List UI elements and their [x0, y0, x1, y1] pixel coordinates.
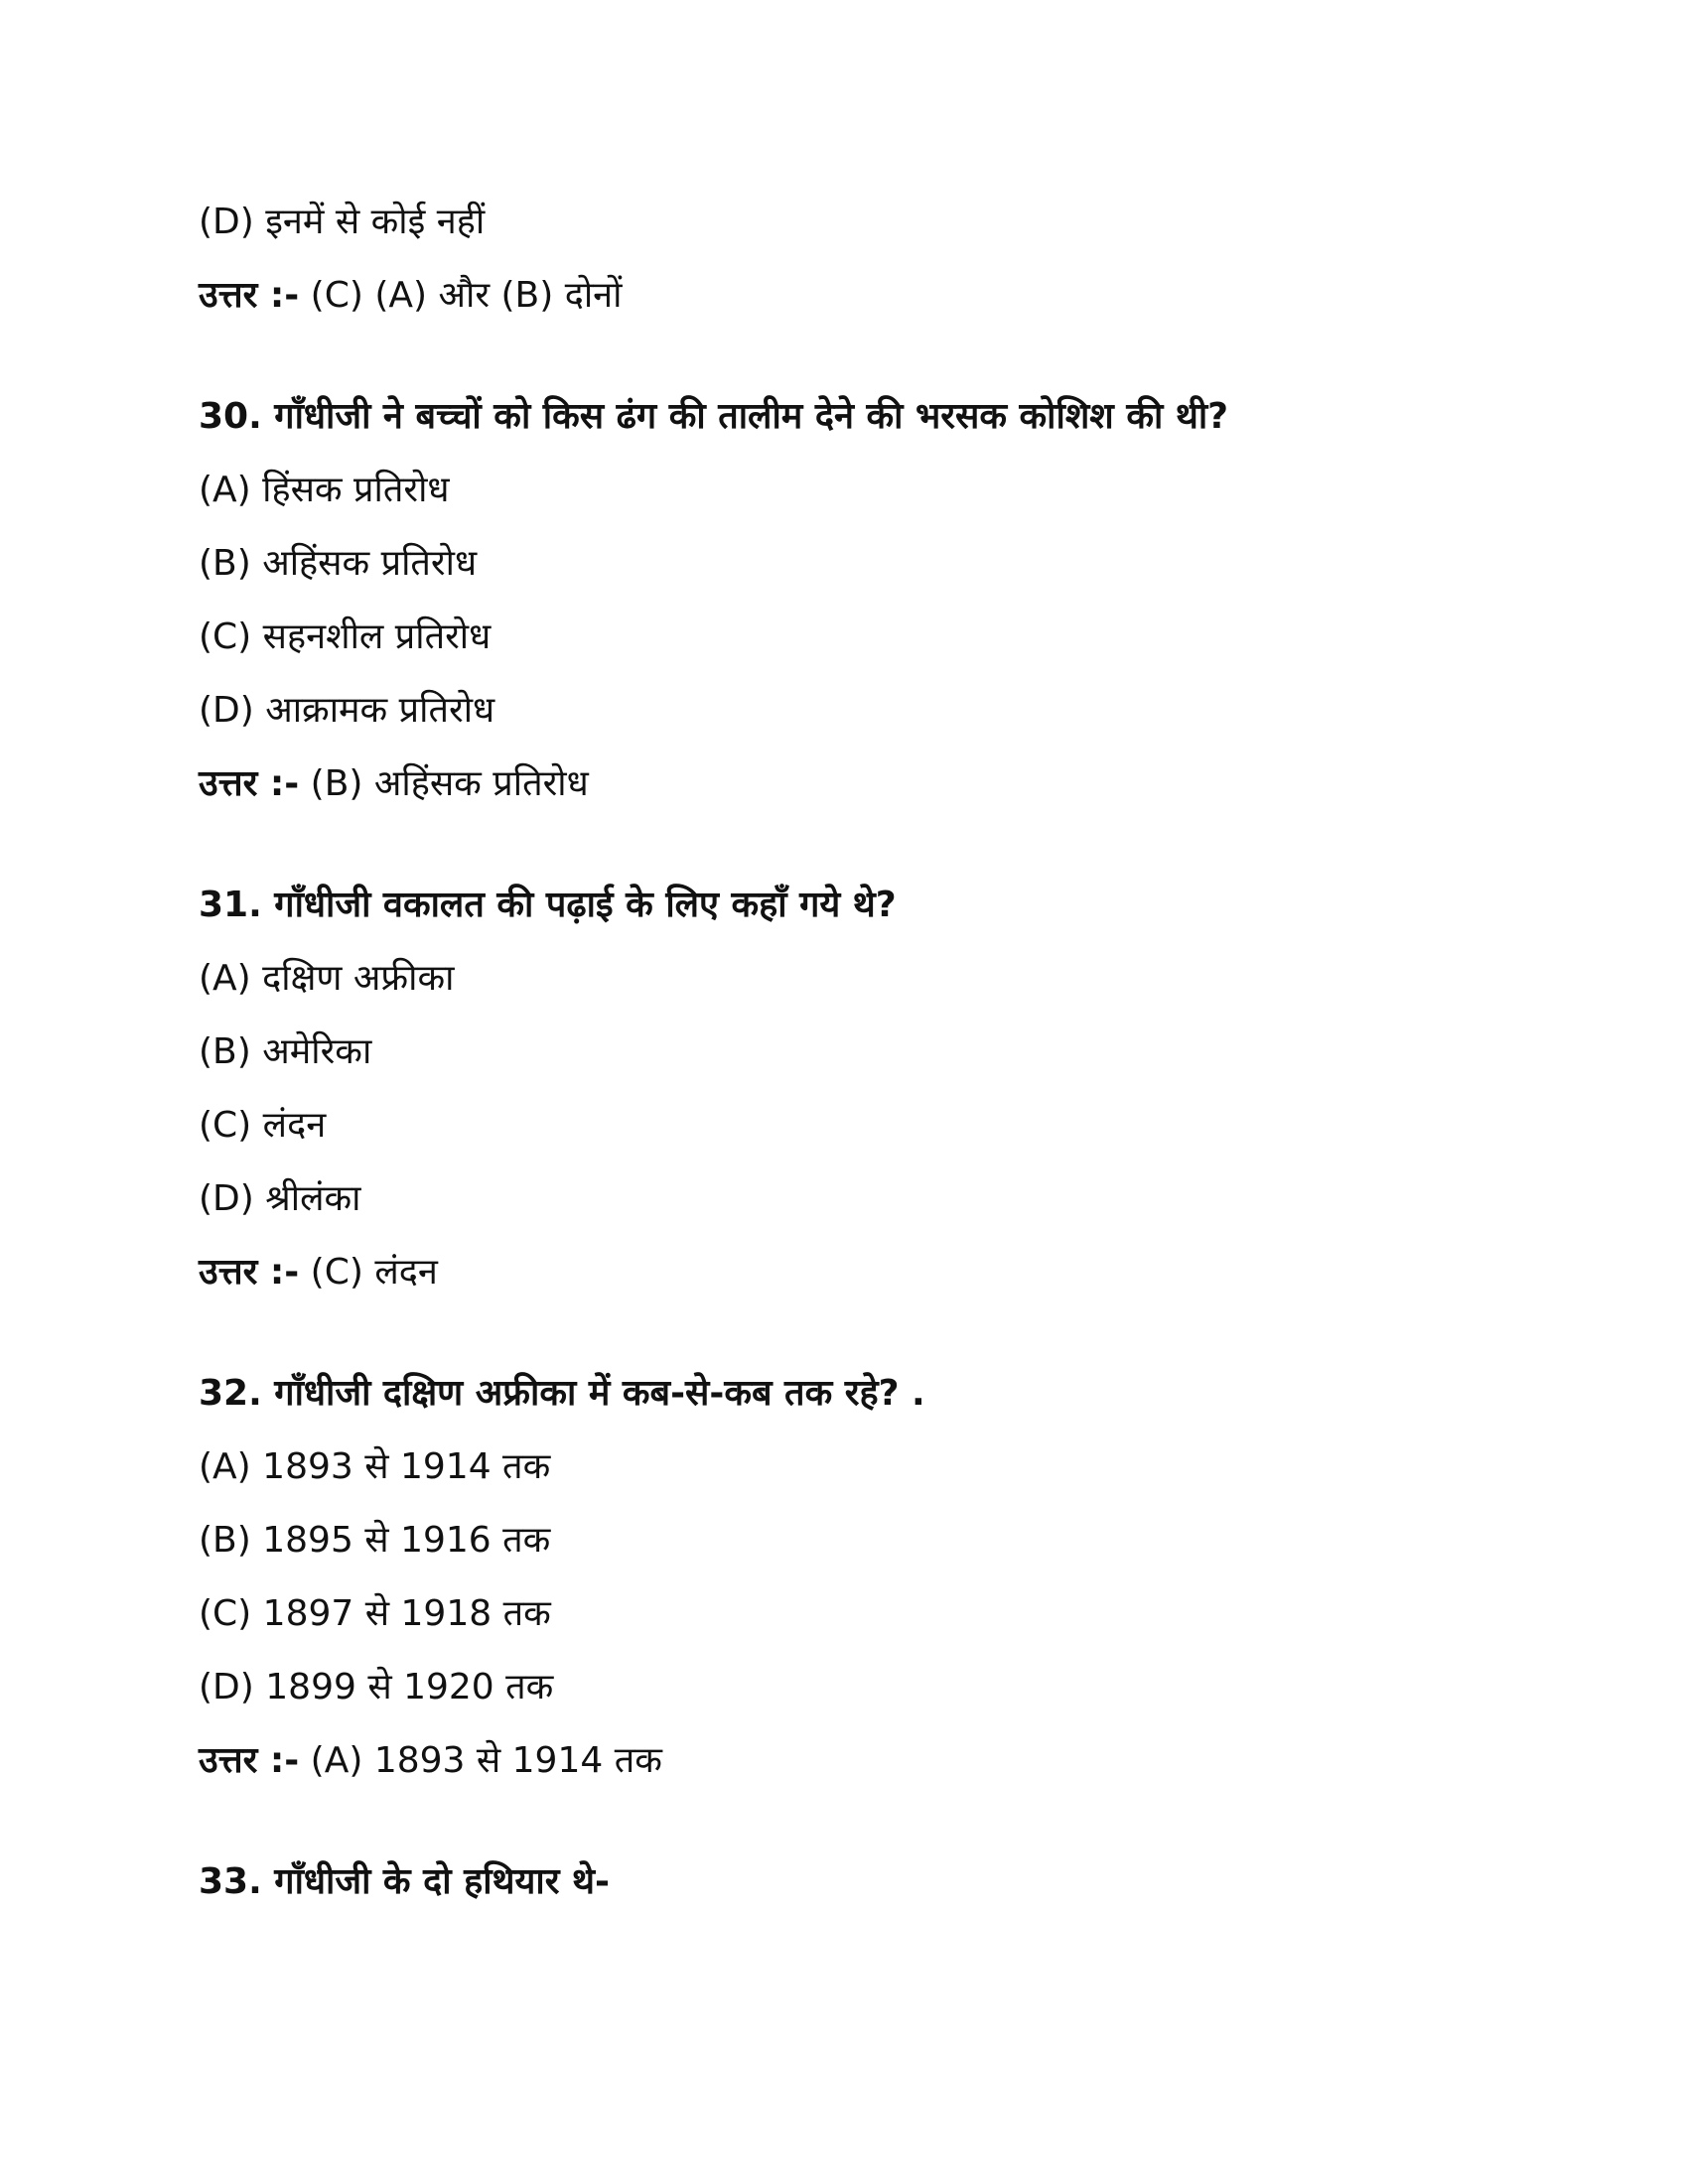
q30-answer [199, 760, 589, 808]
q31-option-a: (A) दक्षिण अफ्रीका [199, 958, 455, 999]
q30-option-c: (C) सहनशील प्रतिरोध [199, 616, 492, 657]
q32-option-a: (A) 1893 से 1914 तक [199, 1446, 551, 1487]
q30-option-b: (B) अहिंसक प्रतिरोध [199, 543, 478, 584]
q30-option-a: (A) हिंसक प्रतिरोध [199, 470, 450, 510]
q30-option-d: (D) आक्रामक प्रतिरोध [199, 690, 495, 731]
q31-option-c: (C) लंदन [199, 1105, 327, 1146]
answer-text: (A) 1893 से 1914 तक [310, 1740, 662, 1781]
answer-label: उत्तर :- [199, 275, 300, 316]
answer-label: उत्तर :- [199, 1252, 300, 1293]
answer-prev [199, 272, 622, 320]
answer-text: (C) (A) और (B) दोनों [310, 275, 623, 316]
q32-option-d: (D) 1899 से 1920 तक [199, 1667, 554, 1707]
answer-text: (C) लंदन [310, 1252, 438, 1293]
q31-option-b: (B) अमेरिका [199, 1031, 372, 1072]
question-32: 32. गाँधीजी दक्षिण अफ्रीका में कब-से-कब तक रहे? . [199, 1373, 925, 1414]
answer-label: उत्तर :- [199, 763, 300, 804]
question-31: 31. गाँधीजी वकालत की पढ़ाई के लिए कहाँ गये थे? [199, 885, 897, 925]
q32-option-c: (C) 1897 से 1918 तक [199, 1593, 551, 1634]
q31-option-d: (D) श्रीलंका [199, 1178, 361, 1219]
q32-option-b: (B) 1895 से 1916 तक [199, 1520, 551, 1561]
option-d-prev: (D) इनमें से कोई नहीं [199, 202, 486, 242]
answer-text: (B) अहिंसक प्रतिरोध [310, 763, 589, 804]
answer-label: उत्तर :- [199, 1740, 300, 1781]
question-33: 33. गाँधीजी के दो हथियार थे- [199, 1861, 610, 1902]
q31-answer [199, 1249, 438, 1297]
q32-answer [199, 1737, 662, 1785]
question-30: 30. गाँधीजी ने बच्चों को किस ढंग की तालीम देने की भरसक कोशिश की थी? [199, 396, 1229, 437]
